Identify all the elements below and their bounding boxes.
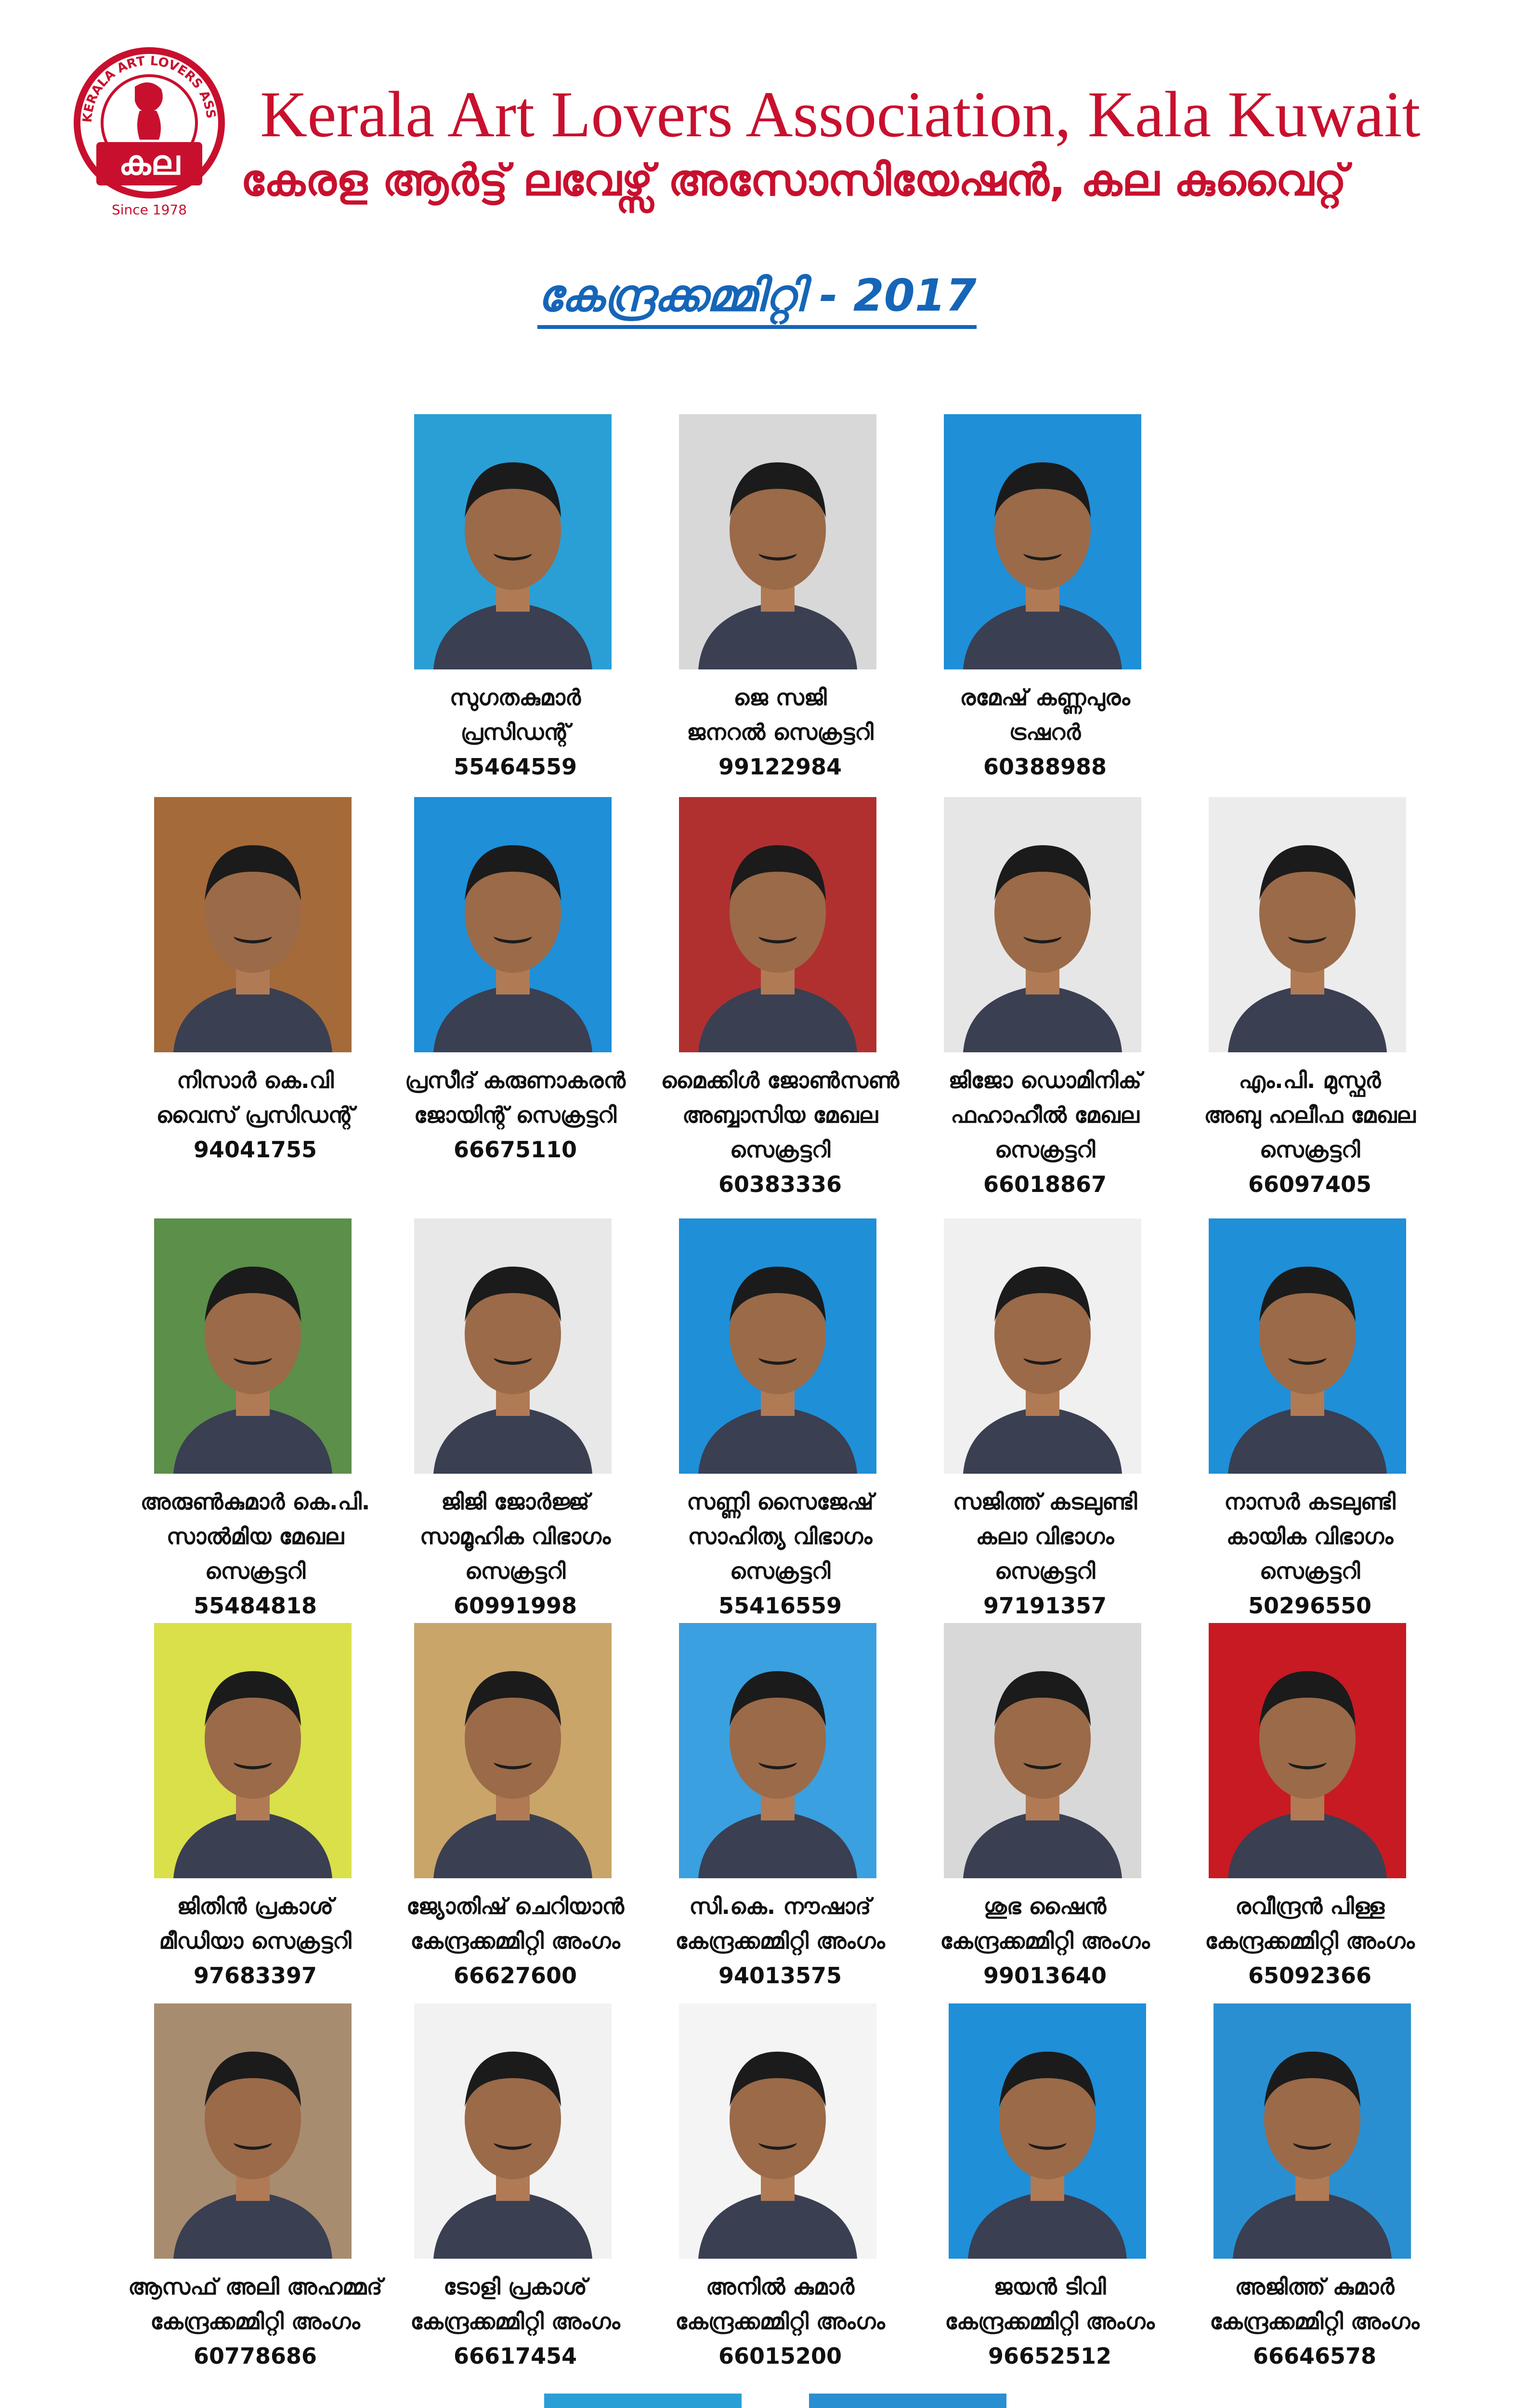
member-photo xyxy=(154,1218,352,1474)
member-photo xyxy=(1214,2003,1411,2259)
member-phone: 55464559 xyxy=(453,754,577,780)
member-photo xyxy=(154,1623,352,1878)
member-phone: 66097405 xyxy=(1248,1171,1372,1197)
member-phone: 55484818 xyxy=(193,1593,317,1619)
member-role: കേന്ദ്രക്കമ്മിറ്റി അംഗം xyxy=(675,1928,885,1954)
member-photo xyxy=(944,1623,1141,1878)
person-portrait-icon xyxy=(679,1218,876,1474)
member-name: അനിൽ കുമാർ xyxy=(705,2274,855,2300)
member-role: സെക്രട്ടറി xyxy=(205,1558,306,1584)
member-role: കലാ വിഭാഗം xyxy=(976,1523,1114,1549)
member-phone: 96652512 xyxy=(988,2343,1112,2369)
member-photo xyxy=(1209,797,1406,1052)
member-info xyxy=(1156,1063,1464,1202)
member-role: സാമൂഹിക വിഭാഗം xyxy=(419,1523,611,1549)
member-role: കേന്ദ്രക്കമ്മിറ്റി അംഗം xyxy=(675,2308,885,2334)
member-photo xyxy=(414,1623,612,1878)
member-info xyxy=(891,680,1199,784)
member-role: പ്രസിഡന്റ് xyxy=(460,719,570,745)
member-name: സുഗതകുമാർ xyxy=(449,684,581,710)
member-info xyxy=(361,1063,669,1167)
member-role: കേന്ദ്രക്കമ്മിറ്റി അംഗം xyxy=(150,2308,360,2334)
member-name: മൈക്കിൾ ജോൺസൺ xyxy=(661,1067,900,1093)
member-photo xyxy=(414,1218,612,1474)
member-name: അരുൺകുമാർ കെ.പി. xyxy=(140,1489,370,1515)
member-info xyxy=(626,1889,934,1993)
member-photo xyxy=(154,2003,352,2259)
member-role: കേന്ദ്രക്കമ്മിറ്റി അംഗം xyxy=(1210,2308,1420,2334)
person-portrait-icon xyxy=(679,2003,876,2259)
member-photo xyxy=(944,414,1141,669)
person-portrait-icon xyxy=(414,414,612,669)
person-portrait-icon xyxy=(414,797,612,1052)
member-role: വൈസ് പ്രസിഡന്റ് xyxy=(156,1102,354,1128)
member-role: അബു ഹലീഫ മേഖല xyxy=(1204,1102,1416,1128)
member-phone: 50296550 xyxy=(1248,1593,1372,1619)
kala-logo xyxy=(67,43,231,236)
person-portrait-icon xyxy=(1209,1623,1406,1878)
member-role: സെക്രട്ടറി xyxy=(1259,1558,1360,1584)
member-role: സെക്രട്ടറി xyxy=(994,1137,1096,1163)
person-portrait-icon xyxy=(1209,1218,1406,1474)
member-info xyxy=(361,1484,669,1623)
member-role: സാൽമിയ മേഖല xyxy=(166,1523,344,1549)
member-name: നാസർ കടലുണ്ടി xyxy=(1224,1489,1396,1515)
person-portrait-icon xyxy=(679,414,876,669)
member-role: കേന്ദ്രക്കമ്മിറ്റി അംഗം xyxy=(1205,1928,1415,1954)
member-info xyxy=(626,680,934,784)
member-name: ജിതിൻ പ്രകാശ് xyxy=(177,1893,334,1919)
member-role: കേന്ദ്രക്കമ്മിറ്റി അംഗം xyxy=(945,2308,1155,2334)
member-role: സാഹിത്യ വിഭാഗം xyxy=(688,1523,873,1549)
member-phone: 94041755 xyxy=(193,1137,317,1163)
member-phone: 99122984 xyxy=(718,754,842,780)
member-name: ശുഭ ഷൈൻ xyxy=(983,1893,1107,1919)
member-name: നിസാർ കെ.വി xyxy=(177,1067,334,1093)
member-name: ആസഫ് അലി അഹമ്മദ് xyxy=(128,2274,382,2300)
member-phone: 66015200 xyxy=(718,2343,842,2369)
member-photo xyxy=(944,797,1141,1052)
member-name: സജിത്ത് കടലുണ്ടി xyxy=(953,1489,1137,1515)
member-phone: 99013640 xyxy=(983,1963,1107,1989)
member-phone: 55416559 xyxy=(718,1593,842,1619)
member-info xyxy=(891,1063,1199,1202)
member-phone: 66646578 xyxy=(1253,2343,1377,2369)
person-portrait-icon xyxy=(414,1623,612,1878)
member-info xyxy=(361,680,669,784)
member-info xyxy=(1156,1889,1464,1993)
member-photo xyxy=(949,2003,1146,2259)
member-role: മീഡിയാ സെക്രട്ടറി xyxy=(159,1928,352,1954)
member-role: സെക്രട്ടറി xyxy=(730,1137,831,1163)
member-phone: 97683397 xyxy=(193,1963,317,1989)
member-name: പ്രസീദ് കരുണാകരൻ xyxy=(405,1067,626,1093)
member-phone: 60383336 xyxy=(718,1171,842,1197)
person-portrait-icon xyxy=(544,2394,742,2408)
logo-brand-text: കല xyxy=(118,143,180,183)
member-phone: 66675110 xyxy=(453,1137,577,1163)
member-photo xyxy=(414,414,612,669)
header xyxy=(0,0,1514,231)
person-portrait-icon xyxy=(944,414,1141,669)
member-photo xyxy=(809,2394,1006,2408)
member-photo xyxy=(679,1218,876,1474)
logo-emblem-icon xyxy=(67,43,231,236)
person-portrait-icon xyxy=(1214,2003,1411,2259)
person-portrait-icon xyxy=(679,1623,876,1878)
member-photo xyxy=(544,2394,742,2408)
member-role: ഫഹാഹീൽ മേഖല xyxy=(951,1102,1139,1128)
member-photo xyxy=(944,1218,1141,1474)
member-name: ടോളി പ്രകാശ് xyxy=(444,2274,587,2300)
member-name: എം.പി. മുസ്ഫർ xyxy=(1239,1067,1381,1093)
member-info xyxy=(361,1889,669,1993)
member-info xyxy=(891,1484,1199,1623)
member-name: അജിത്ത് കുമാർ xyxy=(1235,2274,1395,2300)
member-info xyxy=(626,1484,934,1623)
member-info xyxy=(1156,1484,1464,1623)
member-name: ജിജോ ഡൊമിനിക് xyxy=(948,1067,1142,1093)
member-photo xyxy=(679,1623,876,1878)
person-portrait-icon xyxy=(154,1218,352,1474)
title-english: Kerala Art Lovers Association, Kala Kuwait xyxy=(260,79,1421,151)
member-phone: 94013575 xyxy=(718,1963,842,1989)
member-phone: 60388988 xyxy=(983,754,1107,780)
person-portrait-icon xyxy=(809,2394,1006,2408)
member-phone: 66627600 xyxy=(453,1963,577,1989)
member-role: കായിക വിഭാഗം xyxy=(1226,1523,1394,1549)
member-photo xyxy=(679,2003,876,2259)
member-role: അബ്ബാസിയ മേഖല xyxy=(682,1102,878,1128)
member-name: ജ്യോതിഷ് ചെറിയാൻ xyxy=(406,1893,624,1919)
member-phone: 66617454 xyxy=(453,2343,577,2369)
member-photo xyxy=(154,797,352,1052)
member-info xyxy=(361,2269,669,2373)
member-info xyxy=(891,1889,1199,1993)
member-name: രമേഷ് കണ്ണപുരം xyxy=(960,684,1130,710)
member-role: കേന്ദ്രക്കമ്മിറ്റി അംഗം xyxy=(410,1928,620,1954)
member-photo xyxy=(1209,1623,1406,1878)
member-name: സി.കെ. നൗഷാദ് xyxy=(689,1893,871,1919)
person-portrait-icon xyxy=(679,797,876,1052)
member-role: സെക്രട്ടറി xyxy=(465,1558,566,1584)
member-role: കേന്ദ്രക്കമ്മിറ്റി അംഗം xyxy=(410,2308,620,2334)
person-portrait-icon xyxy=(154,797,352,1052)
person-portrait-icon xyxy=(944,1623,1141,1878)
member-role: ട്രഷറർ xyxy=(1009,719,1081,745)
member-role: ജോയിന്റ് സെക്രട്ടറി xyxy=(414,1102,617,1128)
member-name: രവീന്ദ്രൻ പിള്ള xyxy=(1235,1893,1385,1919)
member-name: ജിജി ജോർജ്ജ് xyxy=(441,1489,589,1515)
member-phone: 97191357 xyxy=(983,1593,1107,1619)
person-portrait-icon xyxy=(944,797,1141,1052)
member-role: കേന്ദ്രക്കമ്മിറ്റി അംഗം xyxy=(940,1928,1150,1954)
committee-heading xyxy=(0,270,1514,322)
member-phone: 66018867 xyxy=(983,1171,1107,1197)
person-portrait-icon xyxy=(414,1218,612,1474)
member-name: ജെ സജി xyxy=(733,684,827,710)
member-name: ജയൻ ടിവി xyxy=(993,2274,1106,2300)
person-portrait-icon xyxy=(944,1218,1141,1474)
member-info xyxy=(626,1063,934,1202)
member-phone: 60778686 xyxy=(193,2343,317,2369)
person-portrait-icon xyxy=(949,2003,1146,2259)
member-name: സണ്ണി സൈജേഷ് xyxy=(687,1489,874,1515)
member-role: സെക്രട്ടറി xyxy=(730,1558,831,1584)
member-phone: 65092366 xyxy=(1248,1963,1372,1989)
member-role: സെക്രട്ടറി xyxy=(1259,1137,1360,1163)
member-photo xyxy=(679,797,876,1052)
member-role: ജനറൽ സെക്രട്ടറി xyxy=(687,719,874,745)
logo-ring-text: KERALA ART LOVERS ASS xyxy=(80,53,218,123)
person-portrait-icon xyxy=(154,1623,352,1878)
committee-heading-text: കേന്ദ്രക്കമ്മിറ്റി - 2017 xyxy=(537,270,977,329)
title-malayalam: കേരള ആർട്ട് ലവേഴ്സ് അസോസിയേഷൻ, കല കുവൈറ്റ് xyxy=(241,155,1347,206)
member-info xyxy=(626,2269,934,2373)
member-role: സെക്രട്ടറി xyxy=(994,1558,1096,1584)
person-portrait-icon xyxy=(414,2003,612,2259)
logo-since-text: Since 1978 xyxy=(111,202,187,218)
member-phone: 60991998 xyxy=(453,1593,577,1619)
member-info xyxy=(1161,2269,1469,2373)
member-photo xyxy=(414,2003,612,2259)
member-photo xyxy=(679,414,876,669)
member-photo xyxy=(414,797,612,1052)
person-portrait-icon xyxy=(154,2003,352,2259)
person-portrait-icon xyxy=(1209,797,1406,1052)
member-photo xyxy=(1209,1218,1406,1474)
member-info xyxy=(896,2269,1204,2373)
